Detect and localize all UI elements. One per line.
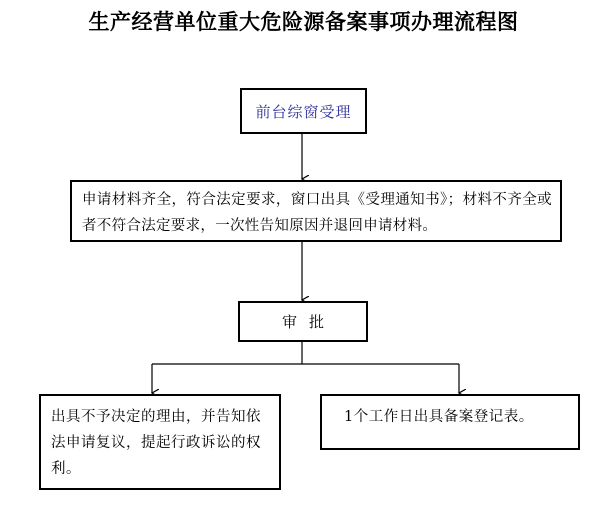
node-approval-label: 审批 [281,313,336,331]
node-front-desk-label: 前台综窗受理 [255,102,352,121]
node-rejection-label: 出具不予决定的理由，并告知依法申请复议，提起行政诉讼的权利。 [51,409,261,477]
node-rejection [39,394,281,490]
node-materials-check [70,180,562,242]
node-registration [320,394,580,450]
node-approval [238,301,368,342]
node-front-desk [240,88,367,134]
node-registration-label: 1个工作日出具备案登记表。 [344,409,534,425]
node-materials-check-label: 申请材料齐全，符合法定要求，窗口出具《受理通知书》；材料不齐全或者不符合法定要求，一次性告知原因并退回申请材料。 [82,192,552,234]
page-title: 生产经营单位重大危险源备案事项办理流程图 [88,10,519,34]
